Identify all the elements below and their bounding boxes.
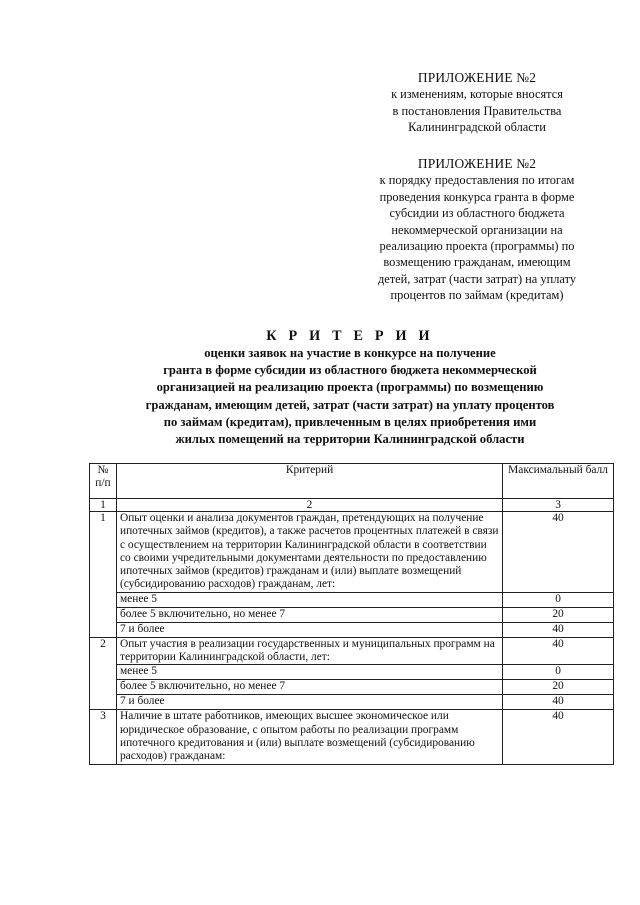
table-row [90, 637, 614, 665]
option-label: 7 и более [116, 622, 502, 637]
option-score: 20 [503, 607, 614, 622]
option-score: 0 [503, 665, 614, 680]
column-number-row [90, 499, 614, 512]
appendix-line: некоммерческой организации на [391, 222, 563, 237]
header-num: № п/п [90, 464, 117, 499]
criterion-text: Наличие в штате работников, имеющих высшее экономическое или юридическое образование, с опытом работы по реализации программ ипотечного кредитования и (или) выплате возмещений (субсидированию расходов) гражданам: [116, 710, 502, 764]
appendix-line: реализацию проекта (программы) по [379, 239, 575, 254]
max-score: 40 [503, 637, 614, 665]
option-row [90, 607, 614, 622]
option-label: более 5 включительно, но менее 7 [116, 680, 502, 695]
option-score: 20 [503, 680, 614, 695]
max-score: 40 [503, 710, 614, 764]
table-row [90, 710, 614, 764]
option-label: 7 и более [116, 695, 502, 710]
criteria-subtitle-line: жилых помещений на территории Калининградской области [175, 432, 525, 447]
max-score: 40 [503, 512, 614, 593]
header-criterion: Критерий [116, 464, 502, 499]
appendix-title: ПРИЛОЖЕНИЕ №2 [417, 70, 537, 85]
criterion-text: Опыт участия в реализации государственных и муниципальных программ на территории Калининградской области, лет: [116, 637, 502, 665]
column-number: 3 [503, 499, 614, 512]
option-row [90, 695, 614, 710]
appendix-line: к изменениям, которые вносятся [391, 87, 563, 102]
option-score: 40 [503, 622, 614, 637]
option-row [90, 665, 614, 680]
option-row [90, 592, 614, 607]
option-label: менее 5 [116, 592, 502, 607]
table-header-row [90, 464, 614, 499]
criteria-subtitle-line: оценки заявок на участие в конкурсе на получение [204, 346, 496, 360]
option-row [90, 622, 614, 637]
criteria-table [89, 463, 614, 765]
criteria-title: К Р И Т Е Р И И [266, 328, 434, 344]
table-row [90, 512, 614, 593]
header-max-score: Максимальный балл [503, 464, 614, 499]
appendix-line: возмещению гражданам, имеющим [383, 255, 571, 270]
option-score: 0 [503, 592, 614, 607]
option-score: 40 [503, 695, 614, 710]
row-number: 2 [90, 637, 117, 710]
option-label: менее 5 [116, 665, 502, 680]
appendix-line: детей, затрат (части затрат) на уплату [377, 271, 577, 286]
option-label: более 5 включительно, но менее 7 [116, 607, 502, 622]
appendix-block-amendments [340, 70, 614, 136]
criteria-heading [80, 327, 620, 448]
appendix-line: Калининградской области [408, 120, 546, 135]
criteria-subtitle-line: гражданам, имеющим детей, затрат (части затрат) на уплату процентов [145, 397, 555, 412]
criteria-subtitle-line: гранта в форме субсидии из областного бюджета некоммерческой [163, 363, 537, 378]
appendix-title: ПРИЛОЖЕНИЕ №2 [417, 156, 537, 171]
criteria-subtitle-line: по займам (кредитам), привлеченным в целях приобретения ими [163, 414, 537, 429]
row-number: 1 [90, 512, 117, 638]
criteria-subtitle-line: организацией на реализацию проекта (программы) по возмещению [156, 380, 544, 395]
criterion-text: Опыт оценки и анализа документов граждан, претендующих на получение ипотечных займов (кредитов), а также расчетов процентных платежей в связи с осуществлением на территории Калининградской области в соответствии со своими учредительными документами деятельности по предоставлению ипотечных займов (кредитов) гражданам и (или) выплате возмещений (субсидированию расходов) гражданам, лет: [116, 512, 502, 593]
appendix-block-procedure [340, 156, 614, 304]
appendix-line: процентов по займам (кредитам) [390, 288, 564, 303]
appendix-line: проведения конкурса гранта в форме [379, 189, 575, 204]
column-number: 2 [116, 499, 502, 512]
option-row [90, 680, 614, 695]
appendix-line: в постановления Правительства [392, 103, 562, 118]
row-number: 3 [90, 710, 117, 764]
column-number: 1 [90, 499, 117, 512]
appendix-line: субсидии из областного бюджета [389, 206, 565, 221]
appendix-line: к порядку предоставления по итогам [379, 173, 575, 188]
